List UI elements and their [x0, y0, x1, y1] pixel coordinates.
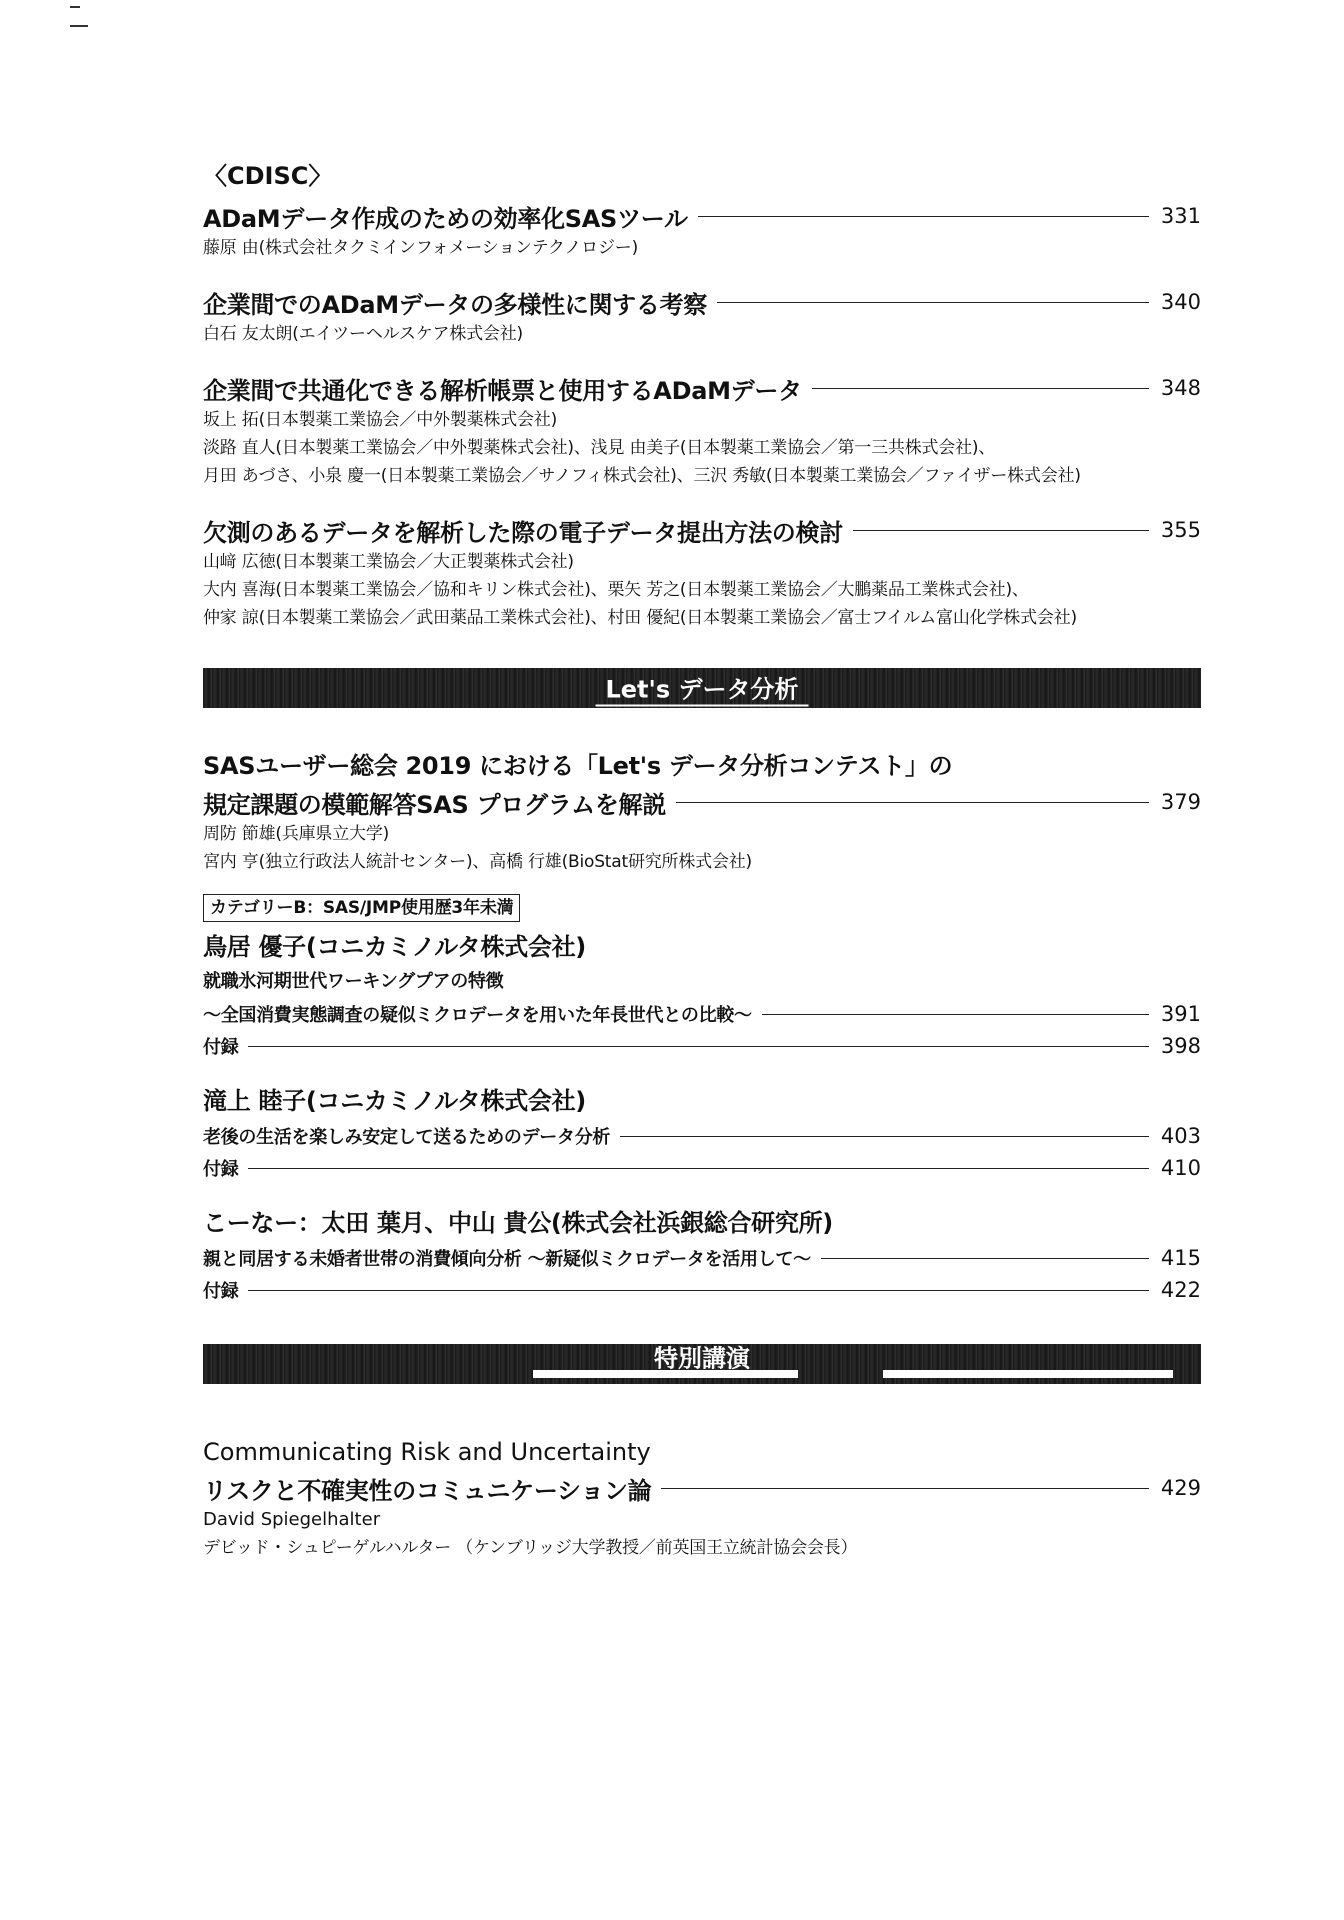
toc-entry [203, 1434, 1201, 1562]
participant-entry [203, 1082, 1201, 1184]
toc-title-line[interactable] [203, 198, 1201, 234]
dot-leader [821, 1258, 1149, 1259]
entry-author: 月田 あづさ、小泉 慶一(日本製薬工業協会／サノフィ株式会社)、三沢 秀敏(日本製薬工業協会／ファイザー株式会社) [203, 466, 1081, 486]
page-number: 415 [1160, 1246, 1201, 1270]
entry-author: 山﨑 広徳(日本製薬工業協会／大正製薬株式会社) [203, 552, 574, 572]
page-number: 348 [1160, 376, 1201, 400]
banner-white-bar [883, 1370, 1173, 1378]
toc-entry [203, 512, 1201, 632]
appendix-label: 付録 [203, 1159, 239, 1180]
entry-author: 周防 節雄(兵庫県立大学) [203, 824, 390, 844]
participant-entry [203, 928, 1201, 1062]
page-number: 398 [1160, 1034, 1201, 1058]
dot-leader [698, 216, 1149, 217]
toc-sub-line[interactable] [203, 998, 1201, 1030]
entry-title: リスクと不確実性のコミュニケーション論 [203, 1476, 652, 1505]
dot-leader [762, 1014, 1149, 1015]
participant-name: 滝上 睦子(コニカミノルタ株式会社) [203, 1087, 586, 1115]
toc-sub-line[interactable] [203, 1030, 1201, 1062]
section-banner-lets [203, 668, 1201, 708]
entry-title[interactable]: SASユーザー総会 2019 における「Let's データ分析コンテスト」の [203, 752, 953, 780]
entry-title: 企業間で共通化できる解析帳票と使用するADaMデータ [203, 376, 802, 405]
participant-name: 鳥居 優子(コニカミノルタ株式会社) [203, 933, 586, 961]
entry-subtitle: ～全国消費実態調査の疑似ミクロデータを用いた年長世代との比較～ [203, 1005, 752, 1026]
dot-leader [620, 1136, 1149, 1137]
entry-title: 規定課題の模範解答SAS プログラムを解説 [203, 790, 666, 819]
dot-leader [248, 1290, 1149, 1291]
entry-title: 欠測のあるデータを解析した際の電子データ提出方法の検討 [203, 518, 843, 547]
appendix-label: 付録 [203, 1281, 239, 1302]
toc-title-line[interactable] [203, 512, 1201, 548]
toc-entry [203, 198, 1201, 262]
entry-author: デビッド・シュピーゲルハルター （ケンブリッジ大学教授／前英国王立統計協会会長） [203, 1538, 858, 1558]
corner-scan-mark [70, 6, 108, 9]
section-banner-special [203, 1344, 1201, 1384]
page-number: 429 [1160, 1476, 1201, 1500]
entry-subtitle: 老後の生活を楽しみ安定して送るためのデータ分析 [203, 1127, 611, 1148]
entry-title: ADaMデータ作成のための効率化SASツール [203, 204, 688, 233]
toc-content [203, 160, 1201, 1584]
page-number: 331 [1160, 204, 1201, 228]
toc-sub-line[interactable] [203, 1274, 1201, 1306]
toc-entry [203, 284, 1201, 348]
page-number: 379 [1160, 790, 1201, 814]
toc-entry [203, 370, 1201, 490]
toc-sub-line[interactable] [203, 1120, 1201, 1152]
page-number: 403 [1160, 1124, 1201, 1148]
toc-title-line[interactable] [203, 784, 1201, 820]
entry-subtitle[interactable]: 就職氷河期世代ワーキングプアの特徴 [203, 971, 504, 992]
entry-author: 藤原 由(株式会社タクミインフォメーションテクノロジー) [203, 238, 639, 258]
toc-sub-line[interactable] [203, 1152, 1201, 1184]
dot-leader [676, 802, 1149, 803]
entry-author: 白石 友太朗(エイツーヘルスケア株式会社) [203, 324, 523, 344]
entry-author: 仲家 諒(日本製薬工業協会／武田薬品工業株式会社)、村田 優紀(日本製薬工業協会／富士フイルム富山化学株式会社) [203, 608, 1077, 628]
toc-entry [203, 748, 1201, 876]
dot-leader [717, 302, 1149, 303]
entry-author: 坂上 拓(日本製薬工業協会／中外製薬株式会社) [203, 410, 558, 430]
participant-name: こーなー：太田 葉月、中山 貴公(株式会社浜銀総合研究所) [203, 1209, 833, 1237]
toc-title-line[interactable] [203, 370, 1201, 406]
entry-author: 大内 喜海(日本製薬工業協会／協和キリン株式会社)、栗矢 芳之(日本製薬工業協会／大鵬薬品工業株式会社)、 [203, 580, 1029, 600]
toc-sub-line[interactable] [203, 1242, 1201, 1274]
page-number: 355 [1160, 518, 1201, 542]
page-number: 391 [1160, 1002, 1201, 1026]
entry-subtitle: 親と同居する未婚者世帯の消費傾向分析 ～新疑似ミクロデータを活用して～ [203, 1249, 811, 1270]
toc-title-line[interactable] [203, 1470, 1201, 1506]
toc-title-line[interactable] [203, 284, 1201, 320]
banner-title: Let's データ分析 [595, 670, 808, 707]
section-label-cdisc: 〈CDISC〉 [203, 162, 333, 190]
page-number: 410 [1160, 1156, 1201, 1180]
dot-leader [661, 1488, 1149, 1489]
category-box: カテゴリーB：SAS/JMP使用歴3年未満 [203, 894, 520, 922]
entry-author: 宮内 亨(独立行政法人統計センター)、高橋 行雄(BioStat研究所株式会社) [203, 852, 752, 872]
entry-title-english[interactable]: Communicating Risk and Uncertainty [203, 1438, 651, 1466]
dot-leader [248, 1168, 1149, 1169]
dot-leader [853, 530, 1149, 531]
entry-title: 企業間でのADaMデータの多様性に関する考察 [203, 290, 707, 319]
entry-author-english: David Spiegelhalter [203, 1509, 381, 1530]
banner-title: 特別講演 [654, 1344, 750, 1373]
appendix-label: 付録 [203, 1037, 239, 1058]
dot-leader [812, 388, 1149, 389]
page-number: 422 [1160, 1278, 1201, 1302]
participant-entry [203, 1204, 1201, 1306]
dot-leader [248, 1046, 1149, 1047]
entry-author: 淡路 直人(日本製薬工業協会／中外製薬株式会社)、浅見 由美子(日本製薬工業協会／第一三共株式会社)、 [203, 438, 996, 458]
page-number: 340 [1160, 290, 1201, 314]
